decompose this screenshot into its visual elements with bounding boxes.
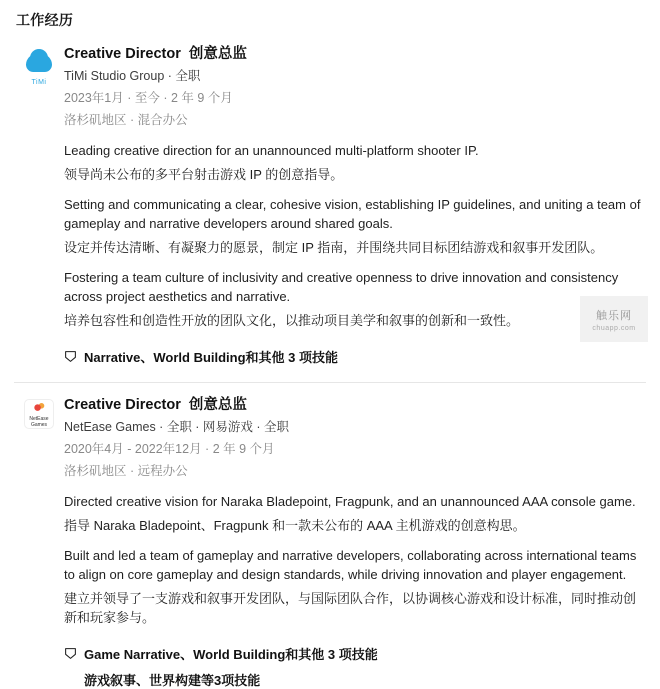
employment-dates: 2020年4月 - 2022年12月 · 2 年 9 个月 [64, 442, 275, 456]
watermark-sub: chuapp.com [592, 324, 636, 332]
skills-label: Game Narrative、World Building和其他 3 项技能 [84, 647, 378, 662]
company-logo-column [14, 395, 64, 429]
description-paragraph: 培养包容性和创造性开放的团队文化，以推动项目美学和叙事的创新和一致性。 [64, 313, 520, 328]
job-title [64, 395, 642, 415]
page-title: 工作经历 [16, 12, 74, 28]
watermark [580, 296, 648, 342]
description-paragraph: 建立并领导了一支游戏和叙事开发团队，与国际团队合作，以协调核心游戏和设计标准，同时推动创新和玩家参与。 [64, 591, 637, 625]
watermark-main: 触乐网 [596, 309, 632, 322]
company-logo-column [14, 44, 64, 86]
experience-content [64, 395, 646, 689]
description-paragraph: 指导 Naraka Bladepoint、Fragpunk 和一款未公布的 AAA 主机游戏的创意构思。 [64, 518, 526, 533]
job-title-cn: 创意总监 [188, 397, 247, 413]
netease-games-logo [24, 399, 54, 429]
logo-caption: NetEase Games [29, 415, 49, 428]
description-paragraph: Fostering a team culture of inclusivity and creative openness to drive innovation and consistency across project aesthetics and narrative. [64, 270, 619, 304]
ribbon-icon [64, 350, 77, 363]
job-title-cn: 创意总监 [188, 46, 247, 62]
description-paragraph: Directed creative vision for Naraka Bladepoint, Fragpunk, and an unannounced AAA console game. [64, 494, 636, 509]
logo-caption: TiMi [31, 79, 47, 86]
description-paragraph: Built and led a team of gameplay and narrative developers, collaborating across international teams to align on core gameplay and design standards, while driving innovation and player engagement. [64, 548, 637, 582]
skills-label: Narrative、World Building和其他 3 项技能 [84, 350, 339, 365]
experience-entry [14, 383, 646, 689]
company-name: TiMi Studio Group · 全职 [64, 69, 201, 83]
company-name: NetEase Games · 全职 · 网易游戏 · 全职 [64, 420, 290, 434]
experience-content [64, 44, 646, 366]
ribbon-icon [64, 647, 77, 660]
employment-dates: 2023年1月 · 至今 · 2 年 9 个月 [64, 91, 233, 105]
job-title-en: Creative Director [64, 397, 181, 413]
skills-row[interactable] [64, 347, 642, 366]
job-title [64, 44, 642, 64]
job-location: 洛杉矶地区 · 混合办公 [64, 113, 188, 127]
description-paragraph: Leading creative direction for an unannounced multi-platform shooter IP. [64, 143, 479, 158]
description-paragraph: Setting and communicating a clear, cohesive vision, establishing IP guidelines, and uniting a team of gameplay and narrative developers around shared goals. [64, 197, 641, 231]
experience-entry [14, 30, 646, 366]
job-title-en: Creative Director [64, 46, 181, 62]
skills-label-cn: 游戏叙事、世界构建等3项技能 [84, 673, 261, 688]
description-paragraph: 设定并传达清晰、有凝聚力的愿景，制定 IP 指南，并围绕共同目标团结游戏和叙事开发团队。 [64, 240, 604, 255]
job-location: 洛杉矶地区 · 远程办公 [64, 464, 188, 478]
description-paragraph: 领导尚未公布的多平台射击游戏 IP 的创意指导。 [64, 167, 344, 182]
timi-studio-logo [24, 48, 54, 78]
